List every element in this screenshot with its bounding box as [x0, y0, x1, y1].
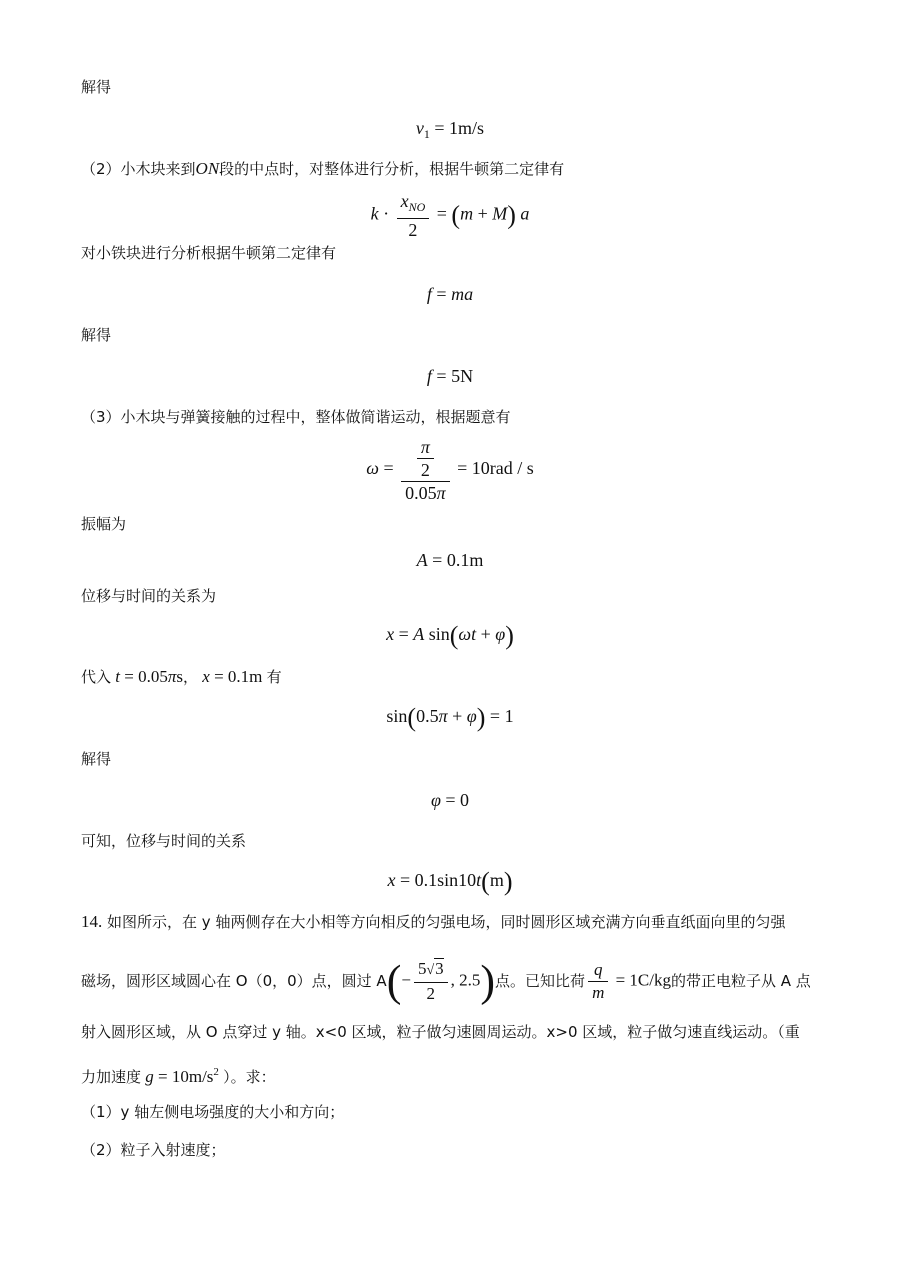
text-line: （3）小木块与弹簧接触的过程中，整体做简谐运动，根据题意有: [81, 408, 511, 426]
equation-amplitude: A = 0.1m: [416, 550, 484, 570]
question-14-line-2: 磁场，圆形区域圆心在 O（0，0）点，圆过 A(− $\frac{5√3}{2}$ , 2.5)点。已知比荷 $\frac{q}{m}$ = 1C/kg的带正电粒子从 A 点: [81, 956, 811, 1006]
text-line: 位移与时间的关系为: [81, 587, 217, 605]
equation-f-ma: f = ma: [426, 284, 474, 304]
text-line: （2）小木块来到ON段的中点时，对整体进行分析，根据牛顿第二定律有: [81, 159, 565, 178]
text-line: 代入 t = 0.05πs， x = 0.1m 有: [81, 667, 282, 686]
equation-omega: ω = $\frac{\frac{\pi}{2}}{0.05\pi}$ = 10rad / s: [366, 437, 534, 503]
question-14-line-3: 射入圆形区域，从 O 点穿过 y 轴。x<0 区域，粒子做匀速圆周运动。x>0 区域，粒子做匀速直线运动。（重: [81, 1023, 800, 1041]
equation-v1: $v_1 = 1m/s$: [415, 118, 485, 141]
equation-displacement-final: x = 0.1sin10t(m): [387, 866, 513, 896]
equation-f-5n: f = 5N: [426, 366, 474, 386]
equation-sin-condition: sin(0.5π + φ) = 1: [386, 702, 514, 732]
text-line: 解得: [81, 78, 112, 96]
equation-displacement-general: x = A sin(ωt + φ): [386, 620, 514, 650]
equation-newton-whole: k · $\frac{x_{NO}}{2}$ = (m + M) a: [370, 191, 530, 240]
text-line: 振幅为: [81, 515, 127, 533]
question-14-line-4: 力加速度 $g = 10m/s^2$ ）。求：: [81, 1066, 276, 1086]
text-line: 对小铁块进行分析根据牛顿第二定律有: [81, 244, 337, 262]
question-14-part-1: （1）y 轴左侧电场强度的大小和方向；: [81, 1103, 345, 1121]
equation-phi: φ = 0: [430, 790, 470, 810]
question-14-part-2: （2）粒子入射速度；: [81, 1141, 226, 1159]
text-line: 解得: [81, 750, 112, 768]
question-14-line-1: 14. 如图所示，在 y 轴两侧存在大小相等方向相反的匀强电场，同时圆形区域充满方向垂直纸面向里的匀强: [81, 912, 786, 931]
text-line: 解得: [81, 326, 112, 344]
text-line: 可知，位移与时间的关系: [81, 832, 247, 850]
